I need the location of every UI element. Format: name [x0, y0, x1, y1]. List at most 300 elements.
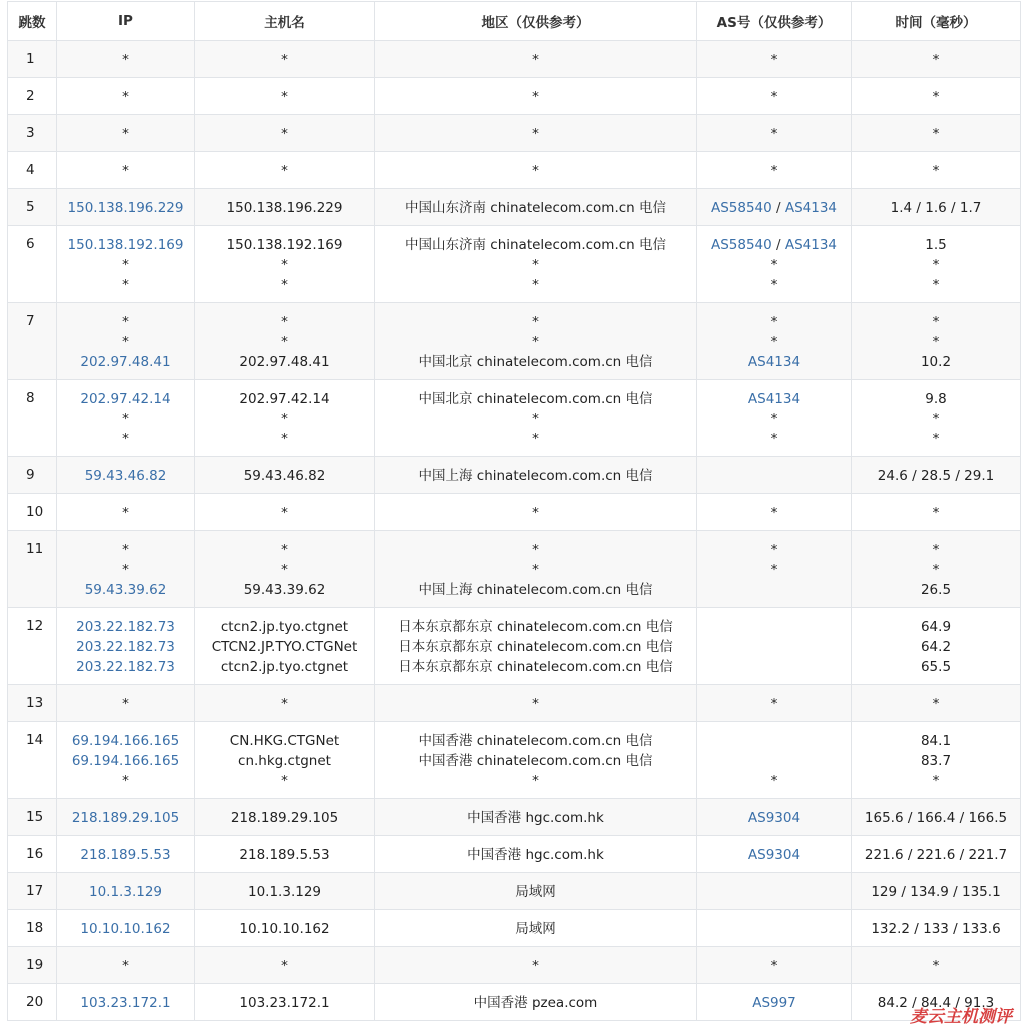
table-row [8, 531, 1021, 608]
cell-ip [57, 189, 195, 226]
as-value: * [770, 277, 778, 293]
region-line: * [532, 773, 539, 789]
hop-number: 20 [8, 984, 57, 1021]
cell-ip [57, 494, 195, 531]
cell-host [195, 873, 375, 910]
cell-ip [57, 873, 195, 910]
time-line: 84.2 / 84.4 / 91.3 [877, 995, 995, 1011]
cell-region [375, 722, 697, 799]
as-line [697, 409, 851, 429]
header-ip: IP [57, 2, 195, 41]
time-line: 84.1 [920, 733, 952, 749]
cell-as [697, 947, 852, 984]
hop-number: 7 [8, 303, 57, 380]
cell-as [697, 799, 852, 836]
cell-host [195, 189, 375, 226]
ip-line: * [122, 163, 129, 179]
as-line [697, 332, 851, 352]
as-line: AS58540 / AS4134 [710, 237, 838, 253]
cell-ip [57, 910, 195, 947]
hop-number: 4 [8, 152, 57, 189]
time-line: 165.6 / 166.4 / 166.5 [864, 810, 1008, 826]
region-line: 中国上海 chinatelecom.com.cn 电信 [418, 582, 653, 598]
time-line: * [932, 314, 940, 330]
as-value: * [770, 257, 778, 273]
cell-host [195, 531, 375, 608]
host-line: * [281, 89, 288, 105]
as-value: * [770, 334, 778, 350]
region-line: * [532, 431, 539, 447]
table-row [8, 685, 1021, 722]
region-line: 中国香港 hgc.com.hk [467, 810, 604, 826]
as-value: * [770, 562, 778, 578]
as-line [697, 503, 851, 523]
hop-number: 8 [8, 380, 57, 457]
ip-link[interactable]: 10.10.10.162 [80, 921, 171, 937]
cell-ip [57, 226, 195, 303]
cell-time [852, 115, 1021, 152]
host-line: 150.138.196.229 [226, 200, 343, 216]
host-line: * [281, 542, 288, 558]
cell-region [375, 531, 697, 608]
host-line: 59.43.46.82 [243, 468, 326, 484]
as-line [697, 731, 851, 751]
region-line: 中国上海 chinatelecom.com.cn 电信 [418, 468, 653, 484]
cell-time [852, 722, 1021, 799]
ip-line [57, 751, 194, 771]
time-line: * [932, 277, 940, 293]
hop-number: 6 [8, 226, 57, 303]
cell-host [195, 910, 375, 947]
ip-link[interactable]: 203.22.182.73 [76, 619, 175, 635]
as-line [697, 580, 851, 600]
cell-time [852, 947, 1021, 984]
ip-link[interactable]: 103.23.172.1 [80, 995, 171, 1011]
host-line: 59.43.39.62 [243, 582, 326, 598]
cell-ip [57, 380, 195, 457]
table-row [8, 836, 1021, 873]
ip-link[interactable]: 203.22.182.73 [76, 639, 175, 655]
region-line: * [532, 52, 539, 68]
table-row [8, 152, 1021, 189]
cell-host [195, 226, 375, 303]
cell-as [697, 608, 852, 685]
cell-host [195, 303, 375, 380]
cell-time [852, 685, 1021, 722]
cell-region [375, 984, 697, 1021]
time-line: * [932, 562, 940, 578]
cell-host [195, 984, 375, 1021]
ip-line [57, 580, 194, 600]
ip-line [57, 617, 194, 637]
as-link[interactable]: AS4134 [784, 200, 838, 216]
cell-as [697, 41, 852, 78]
hop-number: 16 [8, 836, 57, 873]
time-line: * [932, 505, 940, 521]
cell-host [195, 947, 375, 984]
cell-ip [57, 152, 195, 189]
time-line: * [932, 411, 940, 427]
ip-line [57, 845, 194, 865]
cell-host [195, 722, 375, 799]
table-row [8, 608, 1021, 685]
region-line: * [532, 562, 539, 578]
host-line: * [281, 773, 288, 789]
ip-line: * [122, 126, 129, 142]
ip-link[interactable]: 218.189.29.105 [71, 810, 180, 826]
region-line: 局域网 [515, 921, 556, 937]
ip-link[interactable]: 203.22.182.73 [76, 659, 175, 675]
host-line: cn.hkg.ctgnet [238, 753, 331, 769]
table-row [8, 722, 1021, 799]
cell-as [697, 685, 852, 722]
table-row [8, 380, 1021, 457]
cell-region [375, 78, 697, 115]
as-line [697, 919, 851, 939]
cell-as [697, 457, 852, 494]
cell-region [375, 608, 697, 685]
as-link[interactable]: AS997 [752, 995, 796, 1011]
ip-line: * [122, 696, 129, 712]
hop-number: 9 [8, 457, 57, 494]
region-line: * [532, 126, 539, 142]
host-line: 218.189.29.105 [230, 810, 339, 826]
hop-number: 1 [8, 41, 57, 78]
as-link[interactable]: AS58540 [710, 237, 772, 253]
ip-link[interactable]: 150.138.192.169 [67, 237, 184, 253]
region-line: 中国山东济南 chinatelecom.com.cn 电信 [404, 200, 667, 216]
as-line [697, 389, 851, 409]
region-line: 中国香港 hgc.com.hk [467, 847, 604, 863]
region-line: 中国香港 chinatelecom.com.cn 电信 [418, 733, 653, 749]
ip-line: * [122, 773, 129, 789]
time-line: 129 / 134.9 / 135.1 [871, 884, 1001, 900]
hop-number: 18 [8, 910, 57, 947]
as-line [697, 751, 851, 771]
as-line [697, 275, 851, 295]
cell-ip [57, 799, 195, 836]
time-line: 24.6 / 28.5 / 29.1 [877, 468, 995, 484]
cell-as [697, 303, 852, 380]
host-line: ctcn2.jp.tyo.ctgnet [220, 619, 349, 635]
header-hop: 跳数 [8, 2, 57, 41]
ip-line: * [122, 334, 129, 350]
ip-line: * [122, 958, 129, 974]
region-line: 局域网 [515, 884, 556, 900]
as-line [697, 657, 851, 677]
hop-number: 10 [8, 494, 57, 531]
table-row [8, 799, 1021, 836]
as-line [697, 161, 851, 181]
cell-region [375, 303, 697, 380]
region-line: 中国山东济南 chinatelecom.com.cn 电信 [404, 237, 667, 253]
ip-line [57, 919, 194, 939]
as-line [697, 352, 851, 372]
time-line: 1.5 [925, 237, 947, 253]
as-link[interactable]: AS9304 [747, 847, 801, 863]
cell-host [195, 494, 375, 531]
ip-link[interactable]: 10.1.3.129 [89, 884, 162, 900]
cell-as [697, 531, 852, 608]
cell-region [375, 799, 697, 836]
cell-host [195, 836, 375, 873]
ip-line [57, 466, 194, 486]
table-header-row [8, 2, 1021, 41]
region-line: 中国香港 chinatelecom.com.cn 电信 [418, 753, 653, 769]
ip-line: * [122, 257, 129, 273]
time-line: 64.9 [920, 619, 952, 635]
region-line: * [532, 314, 539, 330]
cell-as [697, 722, 852, 799]
region-line: * [532, 334, 539, 350]
as-value: * [770, 163, 778, 179]
cell-region [375, 685, 697, 722]
host-line: * [281, 277, 288, 293]
host-line: ctcn2.jp.tyo.ctgnet [220, 659, 349, 675]
ip-line: * [122, 277, 129, 293]
table-row [8, 189, 1021, 226]
cell-ip [57, 836, 195, 873]
time-line: * [932, 89, 940, 105]
traceroute-table [7, 1, 1021, 1021]
table-row [8, 910, 1021, 947]
region-line: 中国香港 pzea.com [473, 995, 598, 1011]
region-line: 中国北京 chinatelecom.com.cn 电信 [418, 354, 653, 370]
host-line: * [281, 505, 288, 521]
time-line: * [932, 163, 940, 179]
cell-region [375, 873, 697, 910]
region-line: * [532, 411, 539, 427]
cell-ip [57, 531, 195, 608]
cell-host [195, 457, 375, 494]
as-line [697, 255, 851, 275]
cell-as [697, 910, 852, 947]
as-link[interactable]: AS4134 [747, 354, 801, 370]
table-row [8, 494, 1021, 531]
host-line: 103.23.172.1 [239, 995, 330, 1011]
hop-number: 11 [8, 531, 57, 608]
time-line: * [932, 542, 940, 558]
host-line: 202.97.48.41 [239, 354, 330, 370]
region-line: * [532, 696, 539, 712]
cell-ip [57, 457, 195, 494]
as-line [697, 87, 851, 107]
table-row [8, 457, 1021, 494]
time-line: 9.8 [925, 391, 947, 407]
time-line: * [932, 52, 940, 68]
ip-link[interactable]: 150.138.196.229 [67, 200, 184, 216]
time-line: 132.2 / 133 / 133.6 [871, 921, 1001, 937]
cell-region [375, 41, 697, 78]
table-row [8, 226, 1021, 303]
host-line: * [281, 411, 288, 427]
time-line: * [932, 773, 940, 789]
cell-host [195, 380, 375, 457]
cell-time [852, 380, 1021, 457]
host-line: * [281, 958, 288, 974]
ip-line [57, 352, 194, 372]
cell-time [852, 836, 1021, 873]
as-value: * [770, 958, 778, 974]
cell-time [852, 41, 1021, 78]
region-line: 中国北京 chinatelecom.com.cn 电信 [418, 391, 653, 407]
ip-line: * [122, 314, 129, 330]
as-value: * [770, 431, 778, 447]
as-value: * [770, 542, 778, 558]
cell-as [697, 78, 852, 115]
time-line: 26.5 [920, 582, 952, 598]
region-line: 日本东京都东京 chinatelecom.com.cn 电信 [398, 639, 673, 655]
time-line: * [932, 431, 940, 447]
cell-ip [57, 685, 195, 722]
region-line: * [532, 257, 539, 273]
cell-host [195, 685, 375, 722]
header-time: 时间（毫秒） [852, 2, 1021, 41]
ip-line: * [122, 505, 129, 521]
ip-link[interactable]: 218.189.5.53 [80, 847, 171, 863]
cell-host [195, 152, 375, 189]
as-value: * [770, 126, 778, 142]
cell-region [375, 226, 697, 303]
as-line: AS58540 / AS4134 [710, 200, 838, 216]
as-link[interactable]: AS9304 [747, 810, 801, 826]
ip-link[interactable]: 202.97.48.41 [80, 354, 171, 370]
host-line: CTCN2.JP.TYO.CTGNet [211, 639, 358, 655]
hop-number: 13 [8, 685, 57, 722]
header-hostname: 主机名 [195, 2, 375, 41]
cell-region [375, 457, 697, 494]
as-line [697, 637, 851, 657]
cell-region [375, 152, 697, 189]
host-line: * [281, 52, 288, 68]
time-line: 64.2 [920, 639, 952, 655]
host-line: * [281, 126, 288, 142]
ip-link[interactable]: 59.43.39.62 [84, 582, 167, 598]
ip-line [57, 731, 194, 751]
time-line: * [932, 958, 940, 974]
cell-region [375, 494, 697, 531]
hop-number: 14 [8, 722, 57, 799]
as-link[interactable]: AS58540 [710, 200, 772, 216]
cell-host [195, 78, 375, 115]
as-line [697, 993, 851, 1013]
as-line [697, 429, 851, 449]
cell-as [697, 115, 852, 152]
ip-line: * [122, 411, 129, 427]
cell-as [697, 873, 852, 910]
cell-as [697, 984, 852, 1021]
region-line: * [532, 505, 539, 521]
watermark: 麦云主机测评 [910, 1007, 1012, 1027]
ip-line [57, 389, 194, 409]
table-row [8, 873, 1021, 910]
as-line [697, 845, 851, 865]
cell-ip [57, 115, 195, 152]
hop-number: 2 [8, 78, 57, 115]
cell-region [375, 115, 697, 152]
ip-line: * [122, 89, 129, 105]
cell-time [852, 78, 1021, 115]
as-link[interactable]: AS4134 [747, 391, 801, 407]
ip-line: * [122, 431, 129, 447]
as-line [697, 466, 851, 486]
hop-number: 15 [8, 799, 57, 836]
cell-region [375, 910, 697, 947]
as-value: * [770, 314, 778, 330]
host-line: * [281, 257, 288, 273]
host-line: * [281, 696, 288, 712]
as-line [697, 50, 851, 70]
time-line: 83.7 [920, 753, 952, 769]
ip-link[interactable]: 202.97.42.14 [80, 391, 171, 407]
as-link[interactable]: AS4134 [784, 237, 838, 253]
cell-time [852, 873, 1021, 910]
region-line: * [532, 958, 539, 974]
time-line: 1.4 / 1.6 / 1.7 [890, 200, 982, 216]
ip-line: * [122, 52, 129, 68]
cell-time [852, 910, 1021, 947]
cell-time [852, 189, 1021, 226]
cell-region [375, 380, 697, 457]
ip-line: * [122, 562, 129, 578]
cell-time [852, 152, 1021, 189]
table-row [8, 947, 1021, 984]
as-line [697, 771, 851, 791]
host-line: 10.1.3.129 [248, 884, 321, 900]
host-line: CN.HKG.CTGNet [229, 733, 340, 749]
cell-region [375, 836, 697, 873]
header-region: 地区（仅供参考） [375, 2, 697, 41]
ip-line [57, 882, 194, 902]
ip-line [57, 235, 194, 255]
ip-link[interactable]: 69.194.166.165 [71, 733, 180, 749]
cell-as [697, 189, 852, 226]
cell-time [852, 457, 1021, 494]
cell-time [852, 226, 1021, 303]
ip-link[interactable]: 59.43.46.82 [84, 468, 167, 484]
host-line: 150.138.192.169 [226, 237, 343, 253]
ip-link[interactable]: 69.194.166.165 [71, 753, 180, 769]
hop-number: 5 [8, 189, 57, 226]
cell-as [697, 836, 852, 873]
as-value: * [770, 89, 778, 105]
ip-line [57, 198, 194, 218]
as-value: * [770, 773, 778, 789]
as-line [697, 882, 851, 902]
cell-time [852, 531, 1021, 608]
host-line: 10.10.10.162 [239, 921, 330, 937]
time-line: * [932, 696, 940, 712]
host-line: 218.189.5.53 [239, 847, 330, 863]
cell-ip [57, 608, 195, 685]
host-line: * [281, 431, 288, 447]
cell-time [852, 799, 1021, 836]
as-line [697, 694, 851, 714]
cell-as [697, 226, 852, 303]
time-line: * [932, 257, 940, 273]
region-line: 日本东京都东京 chinatelecom.com.cn 电信 [398, 659, 673, 675]
as-value: * [770, 52, 778, 68]
time-line: 65.5 [920, 659, 952, 675]
ip-line [57, 993, 194, 1013]
host-line: * [281, 314, 288, 330]
table-row [8, 115, 1021, 152]
cell-ip [57, 303, 195, 380]
as-line [697, 956, 851, 976]
hop-number: 12 [8, 608, 57, 685]
cell-ip [57, 984, 195, 1021]
header-as: AS号（仅供参考） [697, 2, 852, 41]
